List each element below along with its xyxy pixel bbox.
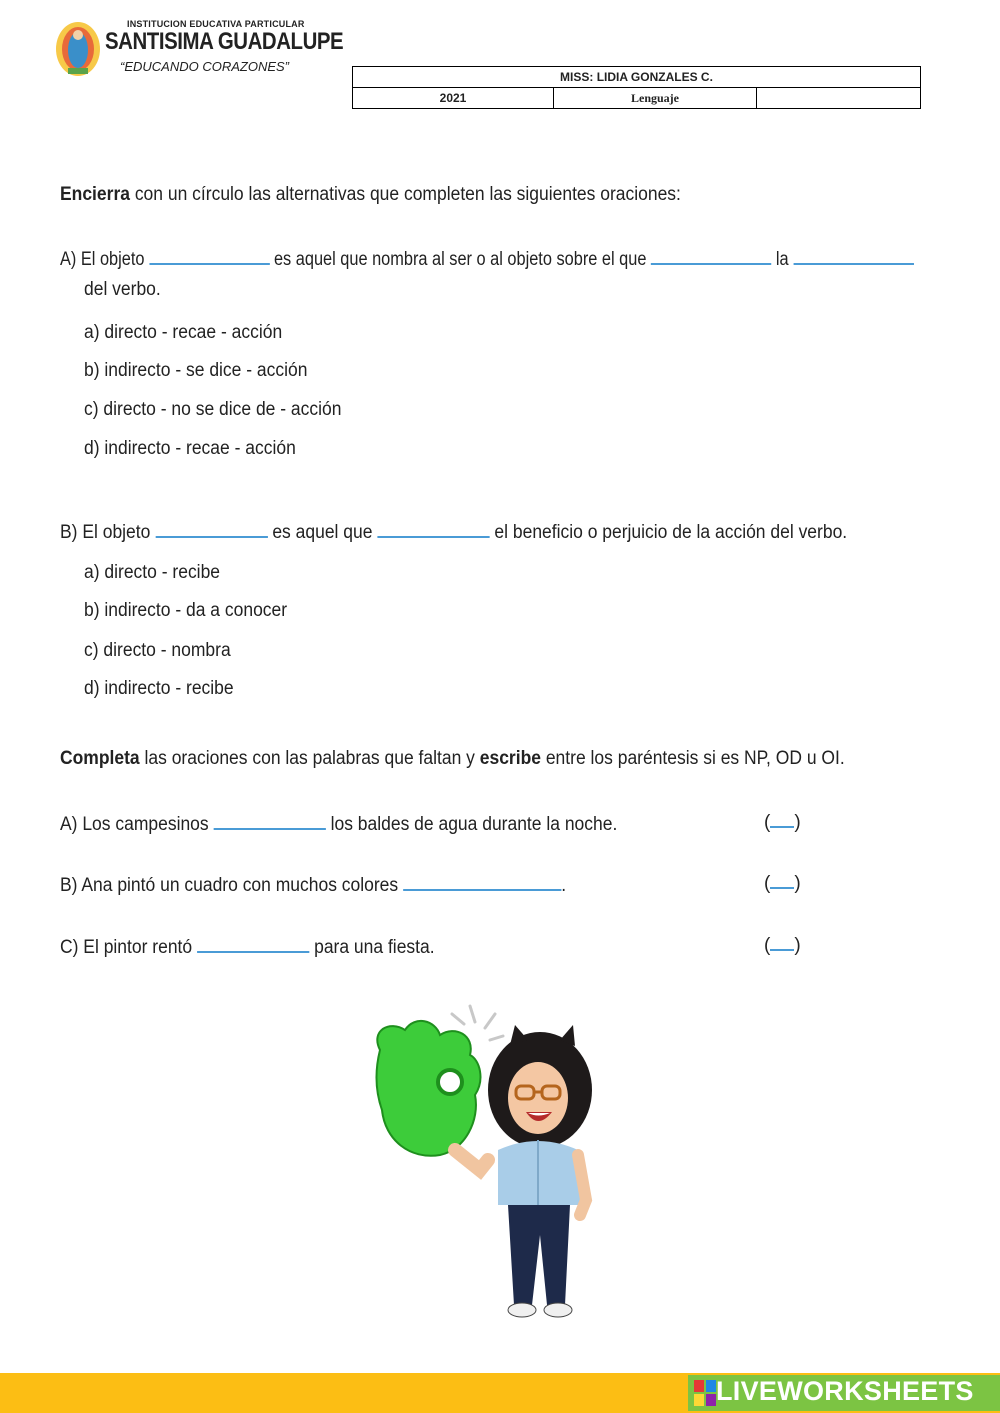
question-a-blank-2[interactable] [651, 245, 771, 265]
question-a-option-a[interactable]: a) directo - recae - acción [84, 322, 283, 343]
completion-item-b-post: . [561, 875, 567, 896]
paren-open: ( [764, 812, 771, 833]
question-b-part2: es aquel que [272, 522, 373, 543]
question-a-blank-3[interactable] [793, 245, 913, 265]
paren-blank[interactable] [770, 810, 794, 828]
school-name: SANTISIMA GUADALUPE [105, 28, 344, 55]
school-logo-icon [54, 20, 102, 78]
completion-item-c-paren[interactable] [764, 933, 801, 957]
completion-item-a [60, 810, 617, 836]
completion-item-a-paren[interactable] [764, 810, 801, 834]
question-a-part2: es aquel que nombra al ser o al objeto sobre el que [273, 249, 647, 270]
completion-item-a-pre: A) Los campesinos [60, 814, 209, 835]
subject-cell: Lenguaje [554, 88, 757, 109]
paren-open: ( [764, 935, 771, 956]
question-b-option-b[interactable]: b) indirecto - da a conocer [84, 600, 288, 621]
question-a-label: A) El objeto [60, 249, 145, 270]
completion-item-c-pre: C) El pintor rentó [60, 937, 193, 958]
completion-item-c-blank[interactable] [197, 933, 309, 953]
question-a-option-c[interactable]: c) directo - no se dice de - acción [84, 399, 342, 420]
completion-item-a-post: los baldes de agua durante la noche. [330, 814, 618, 835]
instruction-2 [60, 748, 845, 770]
question-a-line2: del verbo. [84, 279, 161, 300]
question-b-blank-1[interactable] [155, 518, 267, 538]
instruction-2-rest-2: entre los paréntesis si es NP, OD u OI. [540, 748, 845, 769]
completion-item-b-paren[interactable] [764, 871, 801, 895]
completion-item-c [60, 933, 435, 959]
question-b-label: B) El objeto [60, 522, 151, 543]
year-cell: 2021 [353, 88, 554, 109]
paren-close: ) [794, 812, 801, 833]
completion-item-b-blank[interactable] [403, 871, 561, 891]
teacher-avatar-illustration [370, 1000, 610, 1325]
question-a-option-b[interactable]: b) indirecto - se dice - acción [84, 360, 308, 381]
question-a-part3: la [775, 249, 789, 270]
question-a [60, 245, 914, 271]
question-b-option-c[interactable]: c) directo - nombra [84, 640, 231, 661]
question-b-blank-2[interactable] [377, 518, 489, 538]
paren-open: ( [764, 873, 771, 894]
header-info-table [352, 66, 921, 109]
paren-close: ) [794, 935, 801, 956]
school-motto: “EDUCANDO CORAZONES” [120, 59, 290, 74]
instruction-2-bold-2: escribe [479, 748, 541, 769]
instruction-1-bold: Encierra [60, 184, 130, 205]
institution-label: INSTITUCION EDUCATIVA PARTICULAR [127, 19, 305, 29]
completion-item-a-blank[interactable] [214, 810, 326, 830]
paren-blank[interactable] [770, 933, 794, 951]
paren-close: ) [794, 873, 801, 894]
instruction-1 [60, 184, 681, 206]
question-a-blank-1[interactable] [149, 245, 269, 265]
instruction-2-rest-1: las oraciones con las palabras que faltan y [139, 748, 480, 769]
question-b-part3: el beneficio o perjuicio de la acción del verbo. [494, 522, 848, 543]
completion-item-b [60, 871, 566, 897]
paren-blank[interactable] [770, 871, 794, 889]
liveworksheets-logo-icon [694, 1380, 716, 1406]
liveworksheets-brand[interactable]: LIVEWORKSHEETS [716, 1376, 974, 1406]
question-b [60, 518, 847, 544]
question-b-option-d[interactable]: d) indirecto - recibe [84, 678, 234, 699]
extra-cell [757, 88, 921, 109]
teacher-cell: MISS: LIDIA GONZALES C. [353, 67, 921, 88]
question-a-option-d[interactable]: d) indirecto - recae - acción [84, 438, 296, 459]
completion-item-b-pre: B) Ana pintó un cuadro con muchos colores [60, 875, 399, 896]
instruction-1-rest: con un círculo las alternativas que completen las siguientes oraciones: [129, 184, 681, 205]
completion-item-c-post: para una fiesta. [314, 937, 435, 958]
instruction-2-bold-1: Completa [60, 748, 140, 769]
question-b-option-a[interactable]: a) directo - recibe [84, 562, 221, 583]
